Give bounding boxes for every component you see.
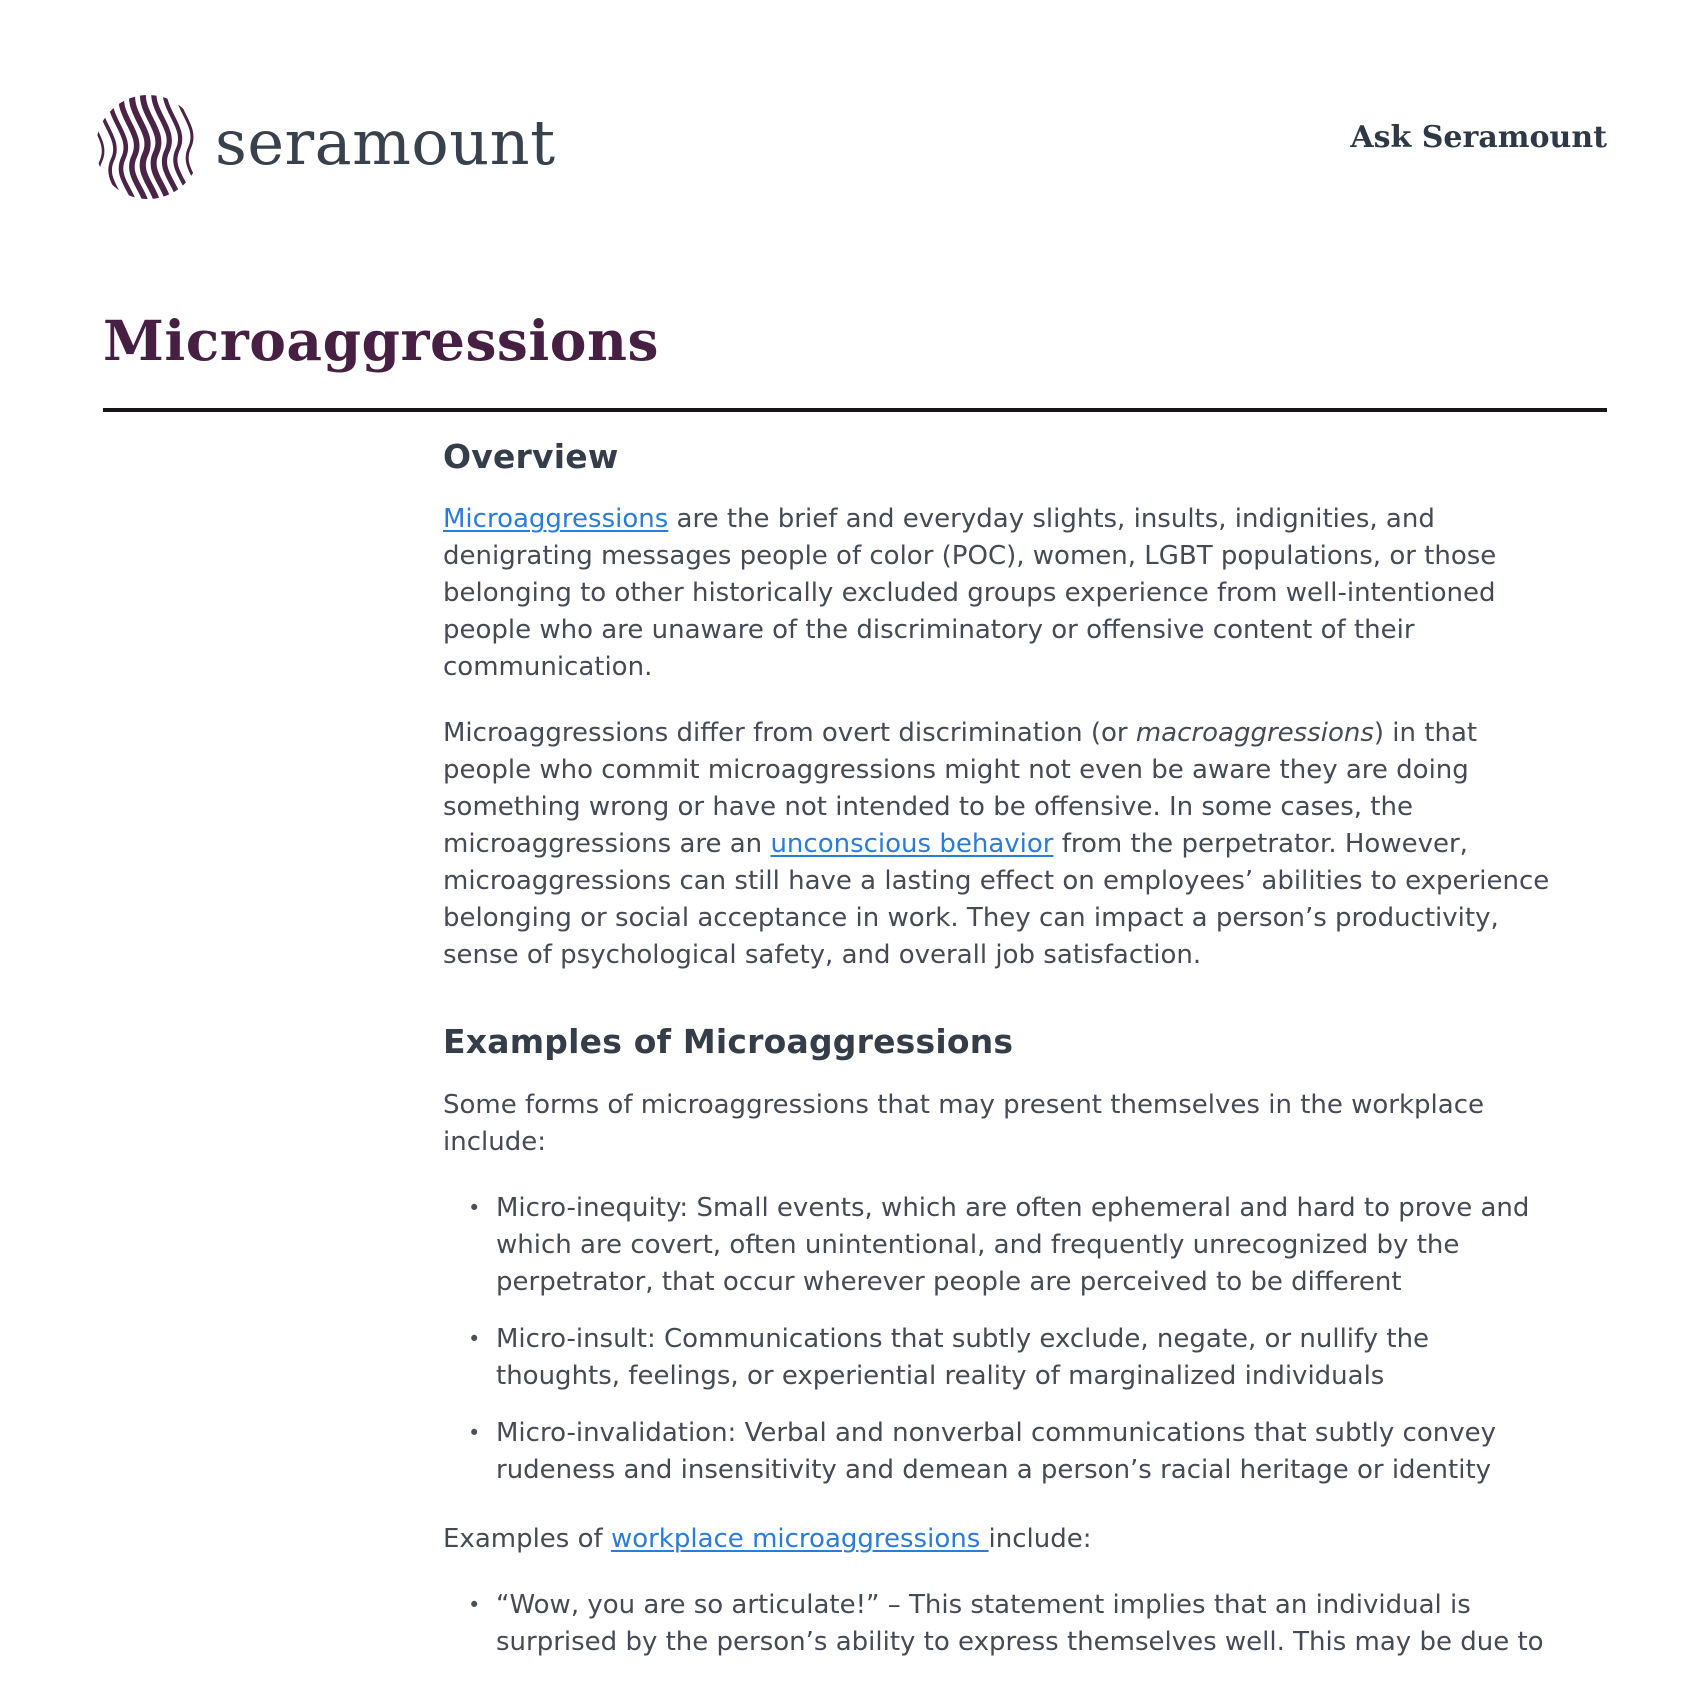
examples-intro-paragraph: Some forms of microaggressions that may present themselves in the workplace include: — [443, 1089, 1484, 1157]
text-run: ) in that people who commit microaggressions might not even be aware they are doing something wrong or have not intended to be offensive. In some cases, the microaggressions are an — [443, 718, 1478, 860]
text-run: Microaggressions differ from overt discrimination (or — [443, 718, 1136, 749]
brand-logo — [93, 92, 556, 202]
list-item-articulate-example: • “Wow, you are so articulate!” – This statement implies that an individual is surprised by the person’s ability to express themselves well. This may be due to — [496, 1587, 1561, 1661]
text-run: include: — [988, 1523, 1092, 1554]
seramount-swirl-icon — [93, 92, 203, 202]
overview-paragraph-1 — [443, 501, 1561, 686]
workplace-microaggressions-link[interactable]: workplace microaggressions — [610, 1523, 989, 1554]
document-body — [443, 436, 1561, 1693]
title-divider — [103, 408, 1607, 412]
list-item-micro-insult: • Micro-insult: Communications that subtly exclude, negate, or nullify the thoughts, feelings, or experiential reality of marginalized individuals — [496, 1321, 1561, 1395]
text-run: from the perpetrator. However, microaggressions can still have a lasting effect on employees’ abilities to experience belonging or social acceptance in work. They can impact a person’s productivity, sense of psychological safety, and overall job satisfaction. — [443, 829, 1550, 971]
unconscious-behavior-link[interactable]: unconscious behavior — [770, 829, 1054, 860]
workplace-examples-intro — [443, 1521, 1561, 1558]
text-run: are the brief and everyday slights, insults, indignities, and denigrating messages people of color (POC), women, LGBT populations, or those belonging to other historically excluded groups experience from well-intentioned people who are unaware of the discriminatory or offensive content of their communication. — [443, 504, 1497, 683]
section-heading-examples: Examples of Microaggressions — [443, 1022, 1014, 1062]
brand-wordmark: seramount — [215, 106, 556, 179]
page-title: Microaggressions — [103, 308, 659, 373]
list-item-micro-invalidation: • Micro-invalidation: Verbal and nonverbal communications that subtly convey rudeness and insensitivity and demean a person’s racial heritage or identity — [496, 1415, 1561, 1489]
ask-seramount-link[interactable]: Ask Seramount — [1350, 120, 1607, 155]
workplace-examples-list — [443, 1587, 1561, 1661]
microaggressions-link[interactable]: Microaggressions — [443, 504, 669, 535]
macroaggressions-italic: macroaggressions — [1135, 718, 1374, 749]
section-heading-overview: Overview — [443, 437, 619, 476]
microaggression-types-list — [443, 1190, 1561, 1489]
overview-paragraph-2 — [443, 715, 1561, 974]
text-run: Examples of — [443, 1523, 611, 1554]
list-item-micro-inequity: • Micro-inequity: Small events, which are often ephemeral and hard to prove and which are covert, often unintentional, and frequently unrecognized by the perpetrator, that occur wherever people are perceived to be different — [496, 1190, 1561, 1301]
